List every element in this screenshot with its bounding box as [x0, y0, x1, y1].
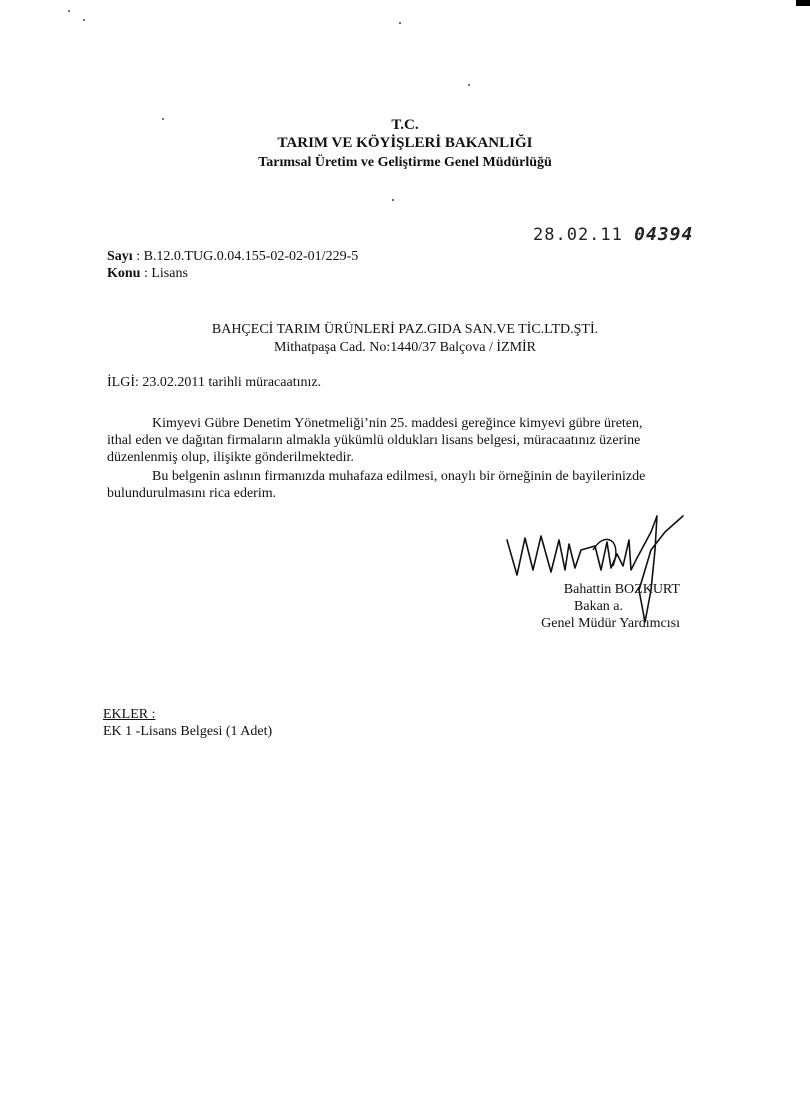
- signatory-name: Bahattin BOZKURT: [563, 582, 680, 597]
- recipient-address: Mithatpaşa Cad. No:1440/37 Balçova / İZMİR: [273, 340, 537, 355]
- body-line: Bu belgenin aslının firmanızda muhafaza edilmesi, onaylı bir örneğinin de bayilerinizde: [152, 469, 646, 484]
- body-line: Kimyevi Gübre Denetim Yönetmeliği’nin 25. maddesi gereğince kimyevi gübre üreten,: [152, 416, 643, 431]
- subject-line: [107, 266, 188, 282]
- stamp-date: 28.02.11: [533, 225, 623, 245]
- body-line: ithal eden ve dağıtan firmaların almakla yükümlü oldukları lisans belgesi, müracaatınız üzerine: [107, 433, 641, 448]
- scan-corner-mark: [796, 0, 810, 6]
- scan-speck: [68, 10, 70, 12]
- signatory-role-2: Genel Müdür Yardımcısı: [541, 616, 680, 631]
- header-directorate: Tarımsal Üretim ve Geliştirme Genel Müdürlüğü: [258, 155, 552, 170]
- body-paragraph-1: [107, 415, 717, 466]
- scan-speck: [468, 84, 470, 86]
- header-tc: T.C.: [391, 117, 419, 133]
- reference-line: [107, 249, 358, 265]
- ilgi-reference: İLGİ: 23.02.2011 tarihli müracaatınız.: [107, 375, 322, 390]
- scan-speck: [83, 19, 85, 21]
- attachment-item: EK 1 -Lisans Belgesi (1 Adet): [103, 724, 273, 739]
- sayi-value: : B.12.0.TUG.0.04.155-02-02-01/229-5: [136, 249, 359, 264]
- body-line: düzenlenmiş olup, ilişikte gönderilmektedir.: [107, 450, 354, 465]
- stamp-number: 04394: [634, 224, 694, 245]
- sayi-label: Sayı: [107, 249, 133, 264]
- scan-speck: [399, 22, 401, 24]
- signatory-role-1: Bakan a.: [574, 599, 623, 614]
- date-stamp: [533, 224, 693, 245]
- header-ministry: TARIM VE KÖYİŞLERİ BAKANLIĞI: [277, 135, 533, 151]
- konu-label: Konu: [107, 266, 141, 281]
- body-line: bulundurulmasını rica ederim.: [107, 486, 277, 501]
- konu-value: : Lisans: [143, 266, 188, 281]
- recipient-name: BAHÇECİ TARIM ÜRÜNLERİ PAZ.GIDA SAN.VE TİC.LTD.ŞTİ.: [211, 322, 599, 337]
- body-paragraph-2: [107, 468, 717, 502]
- attachments-title: EKLER :: [103, 707, 156, 722]
- scan-speck: [392, 199, 394, 201]
